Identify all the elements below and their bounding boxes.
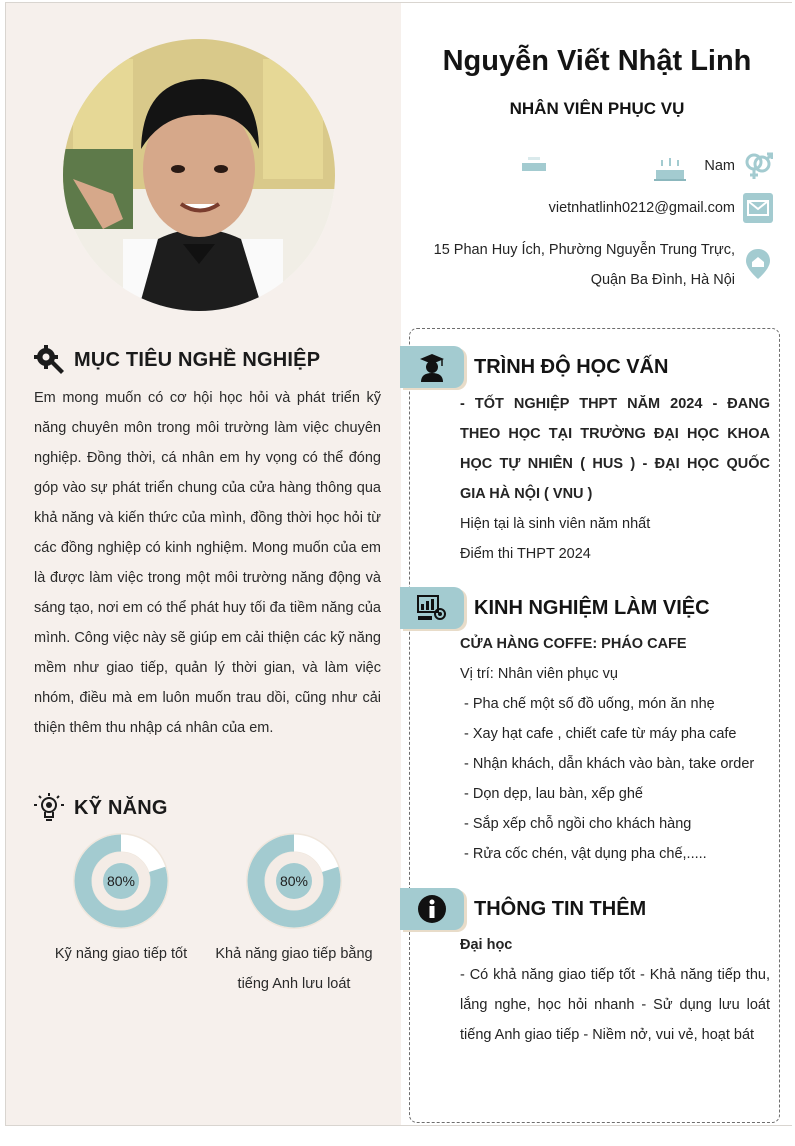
info-icon (400, 888, 464, 930)
experience-body (460, 629, 770, 869)
task-item: - Rửa cốc chén, vật dụng pha chế,..... (460, 846, 707, 862)
task-item: - Xay hạt cafe , chiết cafe từ máy pha cafe (460, 726, 737, 742)
graduate-icon (400, 346, 464, 388)
analytics-icon (400, 587, 464, 629)
education-heading: - TỐT NGHIỆP THPT NĂM 2024 - ĐANG THEO HỌC TẠI TRƯỜNG ĐẠI HỌC KHOA HỌC TỰ NHIÊN ( HUS ) - ĐẠI HỌC QUỐC GIA HÀ NỘI ( VNU ) (460, 396, 770, 502)
phone-icon (522, 155, 546, 179)
skill-label: Kỹ năng giao tiếp tốt (54, 946, 188, 962)
address-line2: Quận Ba Đình, Hà Nội (590, 272, 735, 288)
details-box (409, 328, 780, 1123)
gender-icon (743, 151, 773, 181)
skill-item (36, 831, 206, 969)
skill-item (209, 831, 379, 999)
contact-email (549, 193, 773, 223)
skill-percent: 80% (106, 873, 136, 889)
company-name: CỬA HÀNG COFFE: PHÁO CAFE (460, 636, 687, 652)
additional-subtitle: Đại học (460, 937, 513, 953)
cv-page (5, 2, 792, 1126)
objective-title: MỤC TIÊU NGHỀ NGHIỆP (74, 348, 321, 371)
avatar (63, 39, 335, 311)
wrench-gear-icon (32, 343, 66, 377)
task-item: - Nhận khách, dẫn khách vào bàn, take order (460, 756, 755, 772)
objective-text: Em mong muốn có cơ hội học hỏi và phát triển kỹ năng chuyên môn trong môi trường làm việc chuyên nghiệp. Đồng thời, cá nhân em hy vọng có thể đóng góp vào sự phát triển chung của cửa hàng thông qua khả năng và kiến thức của mình, đồng thời học hỏi từ các đồng nghiệp có kinh nghiệm. Mong muốn của em là được làm việc trong một môi trường năng động và sáng tạo, nơi em có thể phát huy tối đa tiềm năng của mình. Công việc này sẽ giúp em cải thiện các kỹ năng mềm như giao tiếp, quản lý thời gian, và làm việc nhóm, điều mà em luôn muốn trau dồi, cũng như cải thiện thêm thu nhập cá nhân của em. (34, 390, 381, 736)
avatar-photo (63, 39, 335, 311)
skill-donut (244, 831, 344, 931)
right-column (401, 3, 793, 1125)
task-item: - Dọn dẹp, lau bàn, xếp ghế (460, 786, 643, 802)
task-item: - Sắp xếp chỗ ngồi cho khách hàng (460, 816, 692, 832)
education-title: TRÌNH ĐỘ HỌC VẤN (474, 355, 669, 378)
envelope-icon (743, 193, 773, 223)
skill-percent: 80% (279, 873, 309, 889)
email-text[interactable]: vietnhatlinh0212@gmail.com (548, 200, 735, 216)
experience-header (400, 587, 710, 629)
contact-gender (704, 151, 773, 181)
task-item: - Pha chế một số đồ uống, món ăn nhẹ (460, 696, 715, 712)
address-text (434, 235, 735, 295)
lightbulb-gear-icon (32, 791, 66, 825)
gender-text: Nam (704, 158, 735, 174)
additional-body (460, 930, 770, 1050)
education-line: Điểm thi THPT 2024 (460, 546, 591, 562)
additional-title: THÔNG TIN THÊM (474, 897, 647, 920)
objective-header (32, 343, 320, 377)
education-header (400, 346, 668, 388)
birthday-cake-icon (654, 152, 686, 182)
contact-address (434, 235, 773, 295)
experience-title: KINH NGHIỆM LÀM VIỆC (474, 596, 710, 619)
email-icon-wrap (743, 193, 773, 223)
education-body (460, 389, 770, 569)
skill-donut (71, 831, 171, 931)
job-title: NHÂN VIÊN PHỤC VỤ (509, 99, 685, 118)
full-name: Nguyễn Viết Nhật Linh (442, 45, 752, 77)
position-text: Vị trí: Nhân viên phục vụ (460, 666, 618, 682)
left-column (6, 3, 401, 1125)
skills-header (32, 791, 168, 825)
education-line: Hiện tại là sinh viên năm nhất (460, 516, 651, 532)
location-pin-icon (743, 249, 773, 279)
skill-label: Khả năng giao tiếp bằng tiếng Anh lưu loát (215, 946, 373, 992)
address-line1: 15 Phan Huy Ích, Phường Nguyễn Trung Trực, (433, 242, 735, 258)
skills-title: KỸ NĂNG (74, 796, 168, 819)
additional-text: - Có khả năng giao tiếp tốt - Khả năng tiếp thu, lắng nghe, học hỏi nhanh - Sử dụng lưu loát tiếng Anh giao tiếp - Niềm nở, vui vẻ, hoạt bát (460, 967, 770, 1043)
additional-header (400, 888, 646, 930)
